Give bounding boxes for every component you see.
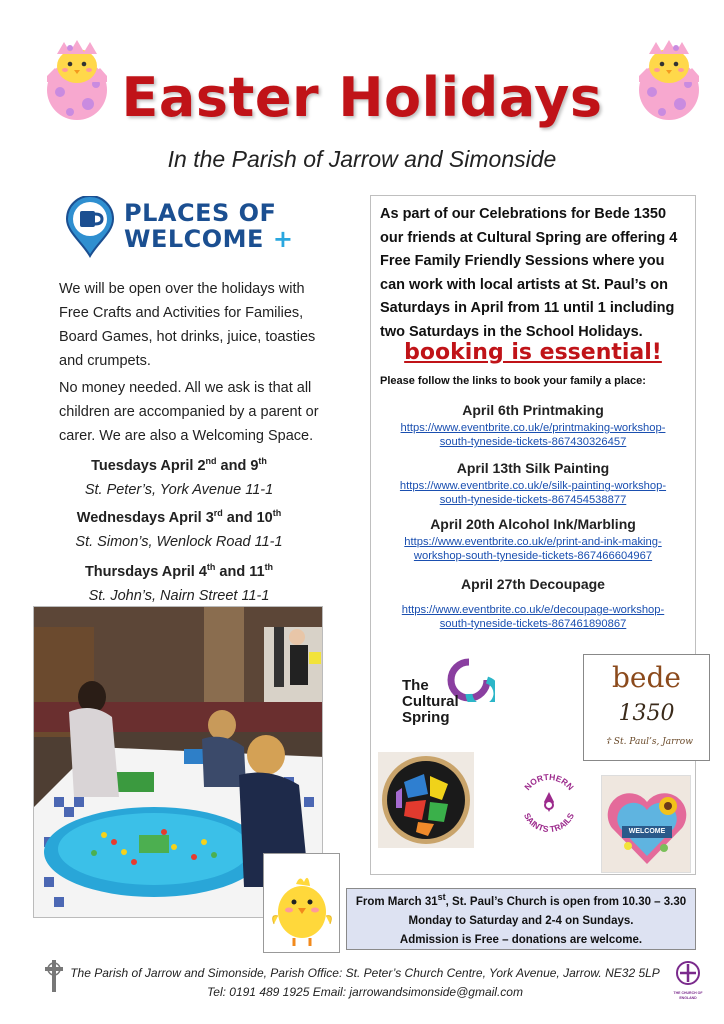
bede-year: 1350 (618, 701, 675, 726)
schedule-tuesdays (48, 454, 310, 502)
follow-links-text: Please follow the links to book your family a place: (380, 375, 646, 387)
schedule-day: Wednesdays April 3rd and 10th (76, 508, 282, 526)
map-pin-cup-icon (64, 196, 116, 258)
bede-intro-text: As part of our Celebrations for Bede 1350 our friends at Cultural Spring are offering 4 Free Family Friendly Sessions where you can work with local artists at St. Paul’s on Saturdays in April from 11 until 1 including two Saturdays in the School Holidays. (380, 206, 678, 340)
opening-line3: Admission is Free – donations are welcome. (399, 934, 643, 946)
bede-place: ☦ St. Paul’s, Jarrow (605, 737, 693, 747)
schedule-thursdays (48, 560, 310, 608)
coe-label: THE CHURCH OF ENGLAND (673, 991, 703, 1000)
welcome-sign-text: WELCOME (628, 828, 666, 835)
pow-line1: PLACES OF (124, 199, 277, 227)
heart-icon (602, 776, 692, 874)
schedule-wednesdays (48, 506, 310, 554)
svg-text:NORTHERN (522, 772, 576, 792)
cs-line3: Spring (402, 709, 450, 726)
northern-saints-trails-logo (516, 772, 582, 838)
page-title: Easter Holidays (121, 66, 603, 129)
workshop-link-alcohol-ink[interactable]: https://www.eventbrite.co.uk/e/print-and-ink-making- workshop-south-tyneside-tickets-867466604967 (404, 536, 662, 562)
workshop-title-decoupage: April 27th Decoupage (461, 576, 605, 592)
pow-plus: + (272, 225, 294, 253)
parish-footer (60, 964, 670, 1002)
opening-line2: Monday to Saturday and 2-4 on Sundays. (408, 915, 634, 927)
page-subtitle: In the Parish of Jarrow and Simonside (167, 146, 557, 172)
workshop-link-silk-painting[interactable]: https://www.eventbrite.co.uk/e/silk-painting-workshop- south-tyneside-tickets-867454538877 (399, 480, 667, 506)
church-opening-info (346, 888, 696, 950)
chick-icon (264, 854, 341, 954)
workshop-link-printmaking[interactable]: https://www.eventbrite.co.uk/e/printmaking-workshop- south-tyneside-tickets-867430326457 (400, 422, 666, 448)
nst-bottom-text: SAINTS TRAILS (521, 811, 577, 835)
svg-text:SAINTS TRAILS (522, 811, 576, 834)
workshop-title-silk-painting: April 13th Silk Painting (456, 460, 610, 476)
schedule-place: St. John’s, Nairn Street 11-1 (88, 588, 270, 604)
church-of-england-logo (670, 960, 706, 1000)
nst-top-text: NORTHERN (522, 772, 576, 793)
places-of-welcome-logo (64, 196, 304, 258)
schedule-place: St. Simon’s, Wenlock Road 11-1 (75, 534, 283, 550)
schedule-day: Thursdays April 4th and 11th (84, 562, 274, 580)
footer-contact: Tel: 0191 489 1925 Email: jarrowandsimonside@gmail.com (207, 985, 523, 999)
workshop-title-alcohol-ink: April 20th Alcohol Ink/Marbling (430, 516, 636, 532)
footer-address: The Parish of Jarrow and Simonside, Parish Office: St. Peter’s Church Centre, York Avenue, Jarrow. NE32 5LP (70, 966, 660, 980)
opening-line1: From March 31st, St. Paul’s Church is open from 10.30 – 3.30 (355, 892, 687, 908)
booking-essential-heading: booking is essential! (404, 340, 662, 365)
chick-image-box (263, 853, 340, 953)
cultural-spring-logo (398, 658, 498, 728)
bede-1350-logo (583, 654, 710, 761)
bede-word: bede (612, 661, 681, 694)
coe-cross-icon (670, 960, 706, 986)
stained-glass-hoop-image (378, 752, 474, 848)
welcome-paragraph: We will be open over the holidays with Free Crafts and Activities for Families, Board Games, hot drinks, juice, toasties and crumpets. (59, 281, 316, 369)
no-money-paragraph: No money needed. All we ask is that all children are accompanied by a parent or carer. We are also a Welcoming Space. (59, 380, 319, 444)
schedule-day: Tuesdays April 2nd and 9th (91, 456, 267, 474)
workshop-link-decoupage[interactable]: https://www.eventbrite.co.uk/e/decoupage-workshop- south-tyneside-tickets-867461890867 (401, 604, 665, 630)
pow-line2: WELCOME (124, 225, 264, 253)
schedule-place: St. Peter’s, York Avenue 11-1 (84, 482, 274, 498)
workshop-title-printmaking: April 6th Printmaking (462, 402, 604, 418)
cs-line1: The (402, 677, 429, 694)
cs-line2: Cultural (402, 693, 459, 710)
welcome-heart-image (601, 775, 691, 873)
